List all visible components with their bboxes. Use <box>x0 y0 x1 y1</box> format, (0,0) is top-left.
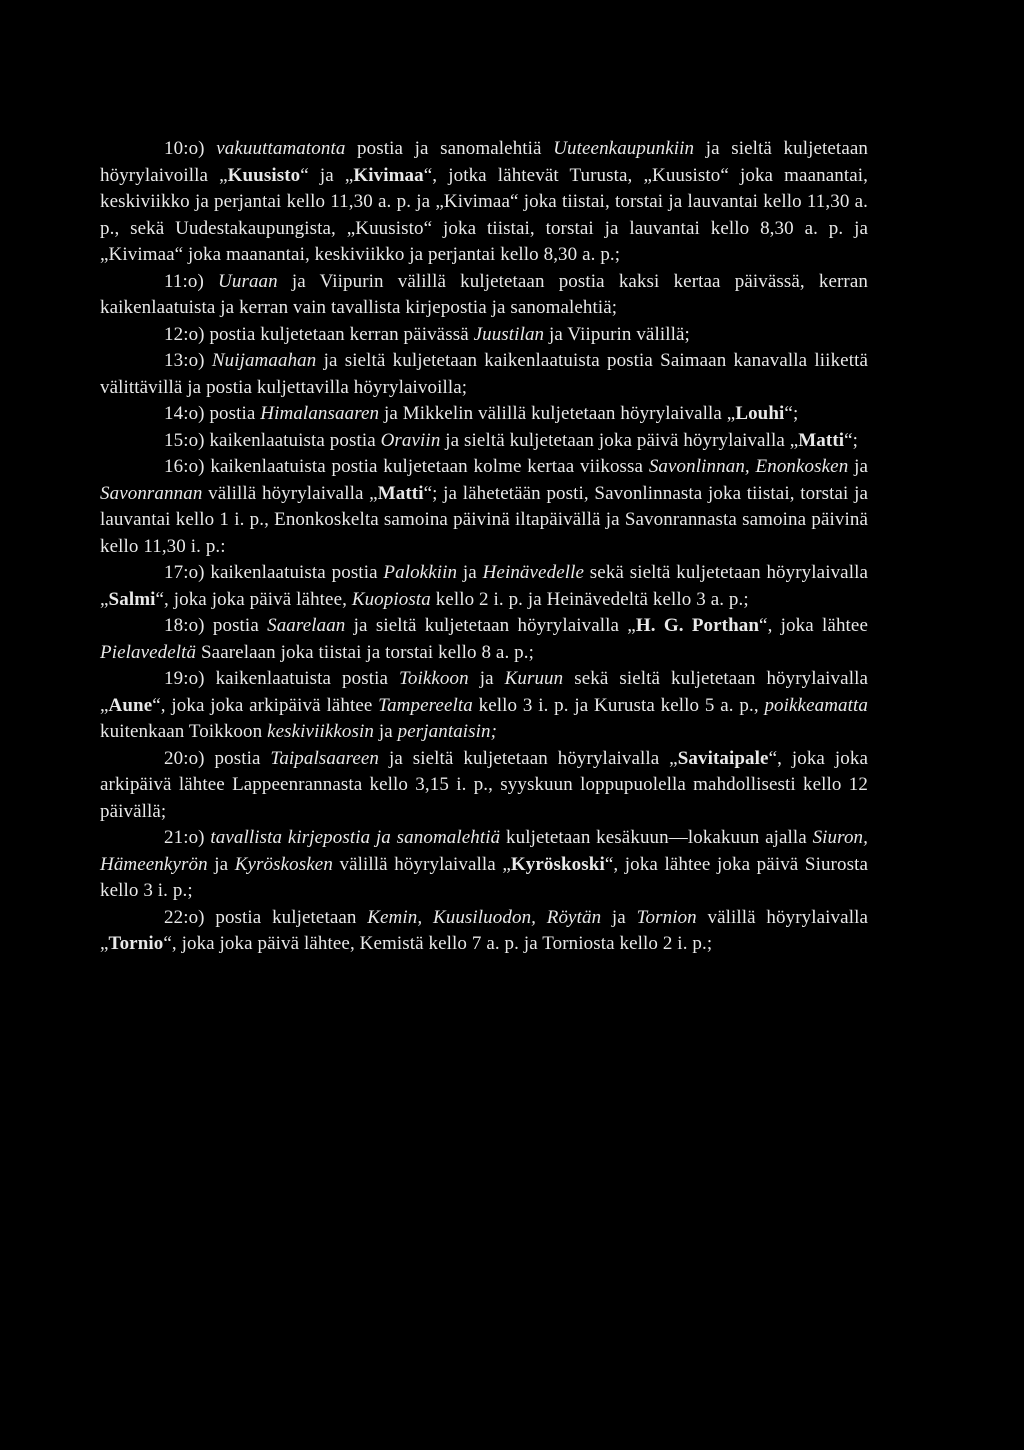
emphasized-text: Oraviin <box>380 429 441 451</box>
text-run: ja Viipurin välillä kuljetetaan postia kaksi kertaa päivässä, kerran kaikenlaatuista ja kerran vain tavallista kirjepostia ja sanomalehtiä; <box>100 270 868 318</box>
text-run: “, joka lähtee <box>759 615 868 636</box>
emphasized-text: Tampereelta <box>378 694 473 716</box>
text-run: ja Mikkelin välillä kuljetetaan höyrylaivalla „ <box>379 403 736 424</box>
text-run: ja <box>373 721 398 742</box>
text-run: postia ja sanomalehtiä <box>345 138 554 159</box>
text-run: “; <box>844 429 859 451</box>
emphasized-text: Toikkoon <box>398 668 469 689</box>
text-run: ja <box>601 906 637 928</box>
text-run: “ ja „ <box>300 164 354 186</box>
paragraph-p22 <box>100 905 868 958</box>
text-run: 19:o) kaikenlaatuista postia <box>164 668 399 689</box>
text-run: välillä höyrylaivalla „ <box>202 482 378 504</box>
text-run: 20:o) postia <box>164 747 271 769</box>
emphasized-text: Savonrannan <box>100 482 203 504</box>
text-run: kuljetetaan kesäkuun—lokakuun ajalla <box>500 827 813 848</box>
text-run: ja <box>848 456 868 477</box>
emphasized-text: tavallista kirjepostia ja sanomalehtiä <box>210 827 501 848</box>
paragraph-p19 <box>100 666 868 746</box>
text-run: “, joka joka päivä lähtee, <box>155 588 352 610</box>
text-run: “, jotka lähtevät Turusta, „Kuusisto“ joka maanantai, keskiviikko ja perjantai kello 11,30 a. p. ja „Kivimaa“ joka tiistai, torstai ja lauvantai kello 11,30 a. p., sekä Uudestakaupungista, „Kuusisto“ joka tiistai, torstai ja lauvantai kello 8,30 a. p. ja „Kivimaa“ joka maanantai, keskiviikko ja perjantai kello 8,30 a. p.; <box>100 164 868 265</box>
ship-name: Savitaipale <box>677 747 769 769</box>
text-run: “; ja lähetetään posti, Savonlinnasta joka tiistai, torstai ja lauvantai kello 1 i. p., Enonkoskelta samoina päivinä iltapäivällä ja Savonrannasta samoina päivinä kello 11,30 i. p.: <box>100 482 868 557</box>
ship-name: Louhi <box>735 403 785 424</box>
text-run: kuitenkaan Toikkoon <box>100 721 268 742</box>
text-run: “, joka joka arkipäivä lähtee <box>152 694 379 716</box>
text-run: 18:o) postia <box>164 615 268 636</box>
emphasized-text: Saarelaan <box>267 615 346 636</box>
text-run: 12:o) postia kuljetetaan kerran päivässä <box>164 323 474 345</box>
emphasized-text: Palokkiin <box>383 562 458 583</box>
paragraph-p21 <box>100 825 868 905</box>
emphasized-text: Kuruun <box>504 668 564 689</box>
ship-name: Kuusisto <box>227 164 301 186</box>
emphasized-text: Taipalsaareen <box>270 747 380 769</box>
text-run: sekä sieltä kuljetetaan höyrylaivalla „ <box>100 562 868 610</box>
emphasized-text: Heinävedelle <box>482 562 585 583</box>
text-run: “, joka joka arkipäivä lähtee Lappeenrannasta kello 3,15 i. p., syyskuun loppupuolella mahdollisesti kello 12 päivällä; <box>100 747 868 822</box>
text-run: ja <box>207 853 235 875</box>
emphasized-text: Uuteenkaupunkiin <box>553 138 695 159</box>
text-run: välillä höyrylaivalla „ <box>332 853 511 875</box>
text-run: 21:o) <box>164 827 211 848</box>
emphasized-text: Kuopiosta <box>351 588 431 610</box>
ship-name: Kyröskoski <box>510 853 605 875</box>
text-run: “, joka lähtee joka päivä Siurosta kello 3 i. p.; <box>100 853 868 901</box>
text-run: ja sieltä kuljetetaan kaikenlaatuista postia Saimaan kanavalla liikettä välittävillä ja postia kuljettavilla höyrylaivoilla; <box>100 350 868 398</box>
emphasized-text: Uuraan <box>218 270 278 292</box>
paragraph-p18 <box>100 613 868 666</box>
text-run: 13:o) <box>164 350 212 371</box>
text-run: 17:o) kaikenlaatuista postia <box>164 562 384 583</box>
text-run: 14:o) postia <box>164 403 261 424</box>
paragraph-p15 <box>100 428 868 455</box>
ship-name: Matti <box>377 482 424 504</box>
emphasized-text: perjantaisin; <box>397 721 498 742</box>
emphasized-text: Pielavedeltä <box>100 641 197 663</box>
paragraph-p17 <box>100 560 868 613</box>
text-run: ja Viipurin välillä; <box>544 323 690 345</box>
ship-name: H. G. Porthan <box>635 615 760 636</box>
emphasized-text: Siuron, Hämeenkyrön <box>100 827 868 875</box>
text-run: 11:o) <box>164 270 219 292</box>
paragraph-p13 <box>100 348 868 401</box>
emphasized-text: Savonlinnan, Enonkosken <box>648 456 849 477</box>
text-run: ja <box>468 668 505 689</box>
text-run: 22:o) postia kuljetetaan <box>164 906 368 928</box>
emphasized-text: Juustilan <box>473 323 545 345</box>
paragraph-p12 <box>100 322 868 349</box>
ship-name: Salmi <box>108 588 156 610</box>
text-run: ja sieltä kuljetetaan höyrylaivoilla „ <box>100 138 868 186</box>
text-run: välillä höyrylaivalla „ <box>100 906 868 954</box>
text-run: ja sieltä kuljetetaan höyrylaivalla „ <box>345 615 636 636</box>
text-run: ja sieltä kuljetetaan höyrylaivalla „ <box>379 747 678 769</box>
text-run: 10:o) <box>164 138 217 159</box>
text-run: 15:o) kaikenlaatuista postia <box>164 429 381 451</box>
ship-name: Tornio <box>108 933 164 954</box>
text-run: ja <box>457 562 483 583</box>
text-run: Saarelaan joka tiistai ja torstai kello 8 a. p.; <box>196 641 534 663</box>
ship-name: Aune <box>108 694 153 716</box>
paragraph-p10 <box>100 136 868 269</box>
ship-name: Matti <box>798 429 845 451</box>
document-body <box>100 136 868 958</box>
text-run: “; <box>784 403 799 424</box>
text-run: kello 2 i. p. ja Heinävedeltä kello 3 a. p.; <box>430 588 749 610</box>
paragraph-p16 <box>100 454 868 560</box>
ship-name: Kivimaa <box>353 164 424 186</box>
emphasized-text: Tornion <box>636 906 697 928</box>
text-run: kello 3 i. p. ja Kurusta kello 5 a. p., <box>472 694 765 716</box>
paragraph-p14 <box>100 401 868 428</box>
paragraph-p20 <box>100 746 868 826</box>
text-run: sekä sieltä kuljetetaan höyrylaivalla „ <box>100 668 868 716</box>
paragraph-p11 <box>100 269 868 322</box>
emphasized-text: Nuijamaahan <box>211 350 317 371</box>
text-run: ja sieltä kuljetetaan joka päivä höyrylaivalla „ <box>440 429 799 451</box>
emphasized-text: vakuuttamatonta <box>216 138 346 159</box>
text-run: 16:o) kaikenlaatuista postia kuljetetaan kolme kertaa viikossa <box>164 456 649 477</box>
emphasized-text: Kyröskosken <box>234 853 333 875</box>
text-run: “, joka joka päivä lähtee, Kemistä kello 7 a. p. ja Torniosta kello 2 i. p.; <box>163 933 713 954</box>
emphasized-text: Himalansaaren <box>260 403 380 424</box>
emphasized-text: Kemin, Kuusiluodon, Röytän <box>367 906 602 928</box>
emphasized-text: keskiviikkosin <box>267 721 374 742</box>
emphasized-text: poikkeamatta <box>764 694 868 716</box>
